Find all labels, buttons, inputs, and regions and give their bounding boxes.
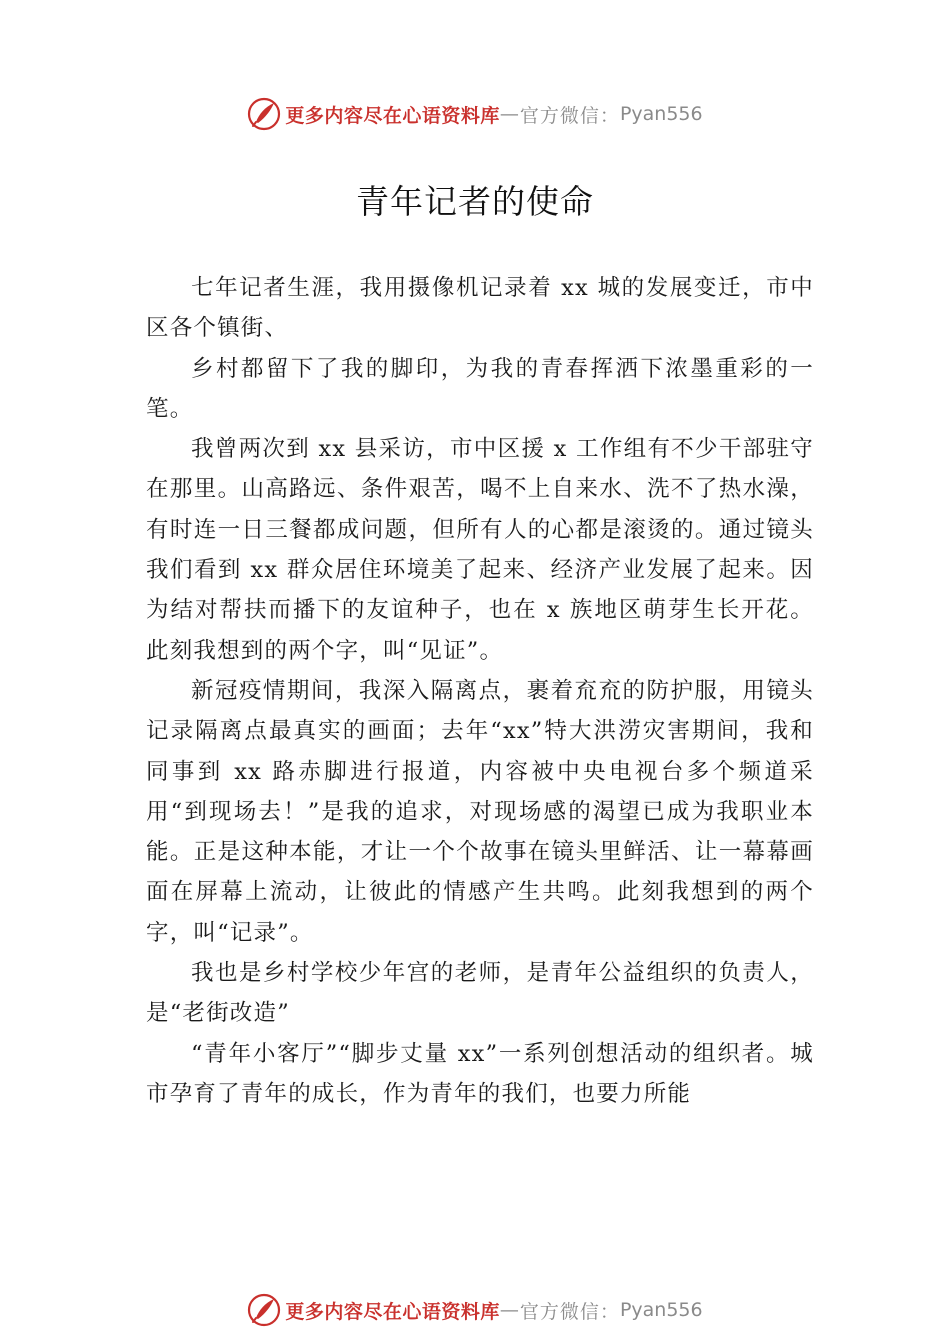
paragraph: 新冠疫情期间，我深入隔离点，裹着㐬㐬的防护服，用镜头记录隔离点最真实的画面；去年“xx”特大洪涝灾害期间，我和同事到 xx 路赤脚进行报道，内容被中央电视台多个频道采用“到现场去！”是我的追求，对现场感的渴望已成为我职业本能。正是这种本能，才让一个个故事在镜头里鲜活、让一幕幕画面在屏幕上流动，让彼此的情感产生共鸣。此刻我想到的两个字，叫“记录”。 <box>146 677 814 946</box>
paragraph: 我也是乡村学校少年宫的老师，是青年公益组织的负责人，是“老街改造” <box>146 960 814 1027</box>
watermark-wechat-label: 官方微信： <box>519 104 620 127</box>
watermark-site-name: 更多内容尽在心语资料库 <box>285 1300 500 1323</box>
watermark-dash: — <box>499 103 520 125</box>
watermark-wechat-label: 官方微信： <box>519 1300 620 1323</box>
watermark-dash: — <box>499 1299 520 1321</box>
paragraph: 乡村都留下了我的脚印，为我的青春挥洒下浓墨重彩的一笔。 <box>146 355 814 422</box>
pen-logo-icon <box>247 97 281 131</box>
pen-logo-icon <box>247 1293 281 1327</box>
paragraph: “青年小客厅”“脚步丈量 xx”一系列创想活动的组织者。城市孕育了青年的成长，作为青年的我们，也要力所能 <box>146 1040 814 1107</box>
paragraph: 我曾两次到 xx 县采访，市中区援 x 工作组有不少干部驻守在那里。山高路远、条件艰苦，喝不上自来水、洗不了热水澡，有时连一日三餐都成问题，但所有人的心都是滚烫的。通过镜头我们看到 xx 群众居住环境美了起来、经济产业发展了起来。因为结对帮扶而播下的友谊种子，也在 x 族地区萌芽生长开花。此刻我想到的两个字，叫“见证”。 <box>146 436 814 664</box>
paragraph: 七年记者生涯，我用摄像机记录着 xx 城的发展变迁，市中区各个镇街、 <box>146 275 814 342</box>
watermark-wechat-id: Pyan556 <box>619 103 703 125</box>
footer-watermark <box>0 1290 950 1330</box>
document-body <box>146 268 814 1114</box>
document-title: 青年记者的使命 <box>356 182 594 221</box>
watermark-wechat-id: Pyan556 <box>619 1299 703 1321</box>
header-watermark <box>0 94 950 134</box>
watermark-site-name: 更多内容尽在心语资料库 <box>285 104 500 127</box>
